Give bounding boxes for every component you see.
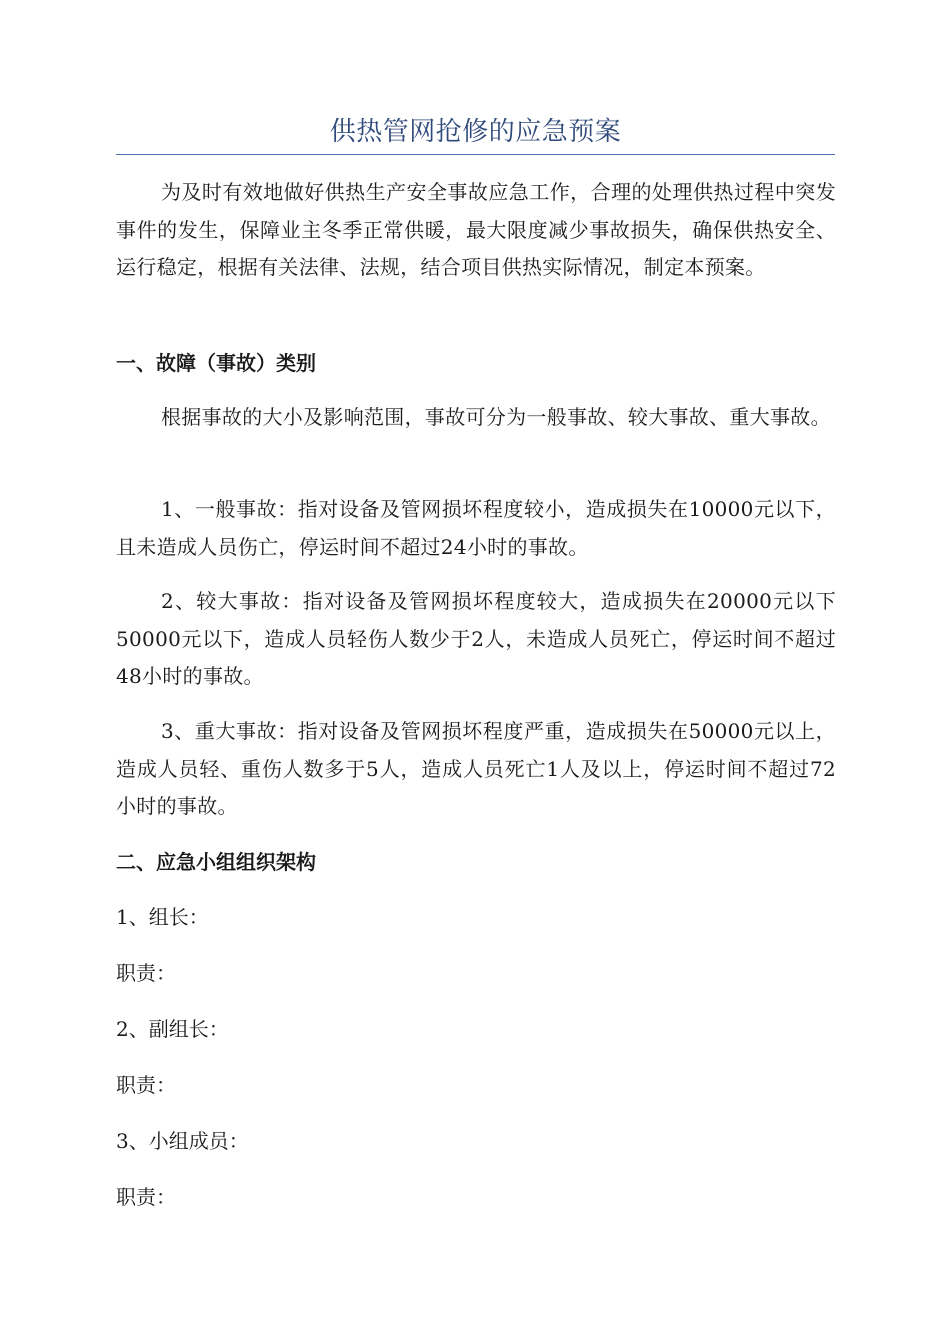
paragraph-major-accident: 2、较大事故：指对设备及管网损坏程度较大，造成损失在20000元以下50000元以下，造成人员轻伤人数少于2人，未造成人员死亡，停运时间不超过48小时的事故。 bbox=[116, 589, 836, 688]
paragraph-general-accident: 1、一般事故：指对设备及管网损坏程度较小，造成损失在10000元以下，且未造成人员伤亡，停运时间不超过24小时的事故。 bbox=[116, 497, 836, 559]
document-title: 供热管网抢修的应急预案 bbox=[329, 117, 622, 147]
paragraph-accident-scope: 根据事故的大小及影响范围，事故可分为一般事故、较大事故、重大事故。 bbox=[161, 405, 831, 429]
section-heading-accident-types: 一、故障（事故）类别 bbox=[116, 351, 316, 375]
duty-leader: 职责： bbox=[116, 961, 176, 985]
role-leader: 1、组长： bbox=[116, 905, 209, 929]
role-team-members: 3、小组成员： bbox=[116, 1129, 249, 1153]
duty-team-members: 职责： bbox=[116, 1185, 176, 1209]
duty-deputy-leader: 职责： bbox=[116, 1073, 176, 1097]
role-deputy-leader: 2、副组长： bbox=[116, 1017, 229, 1041]
section-heading-org-structure: 二、应急小组组织架构 bbox=[116, 850, 316, 874]
title-underline bbox=[116, 154, 835, 155]
paragraph-serious-accident: 3、重大事故：指对设备及管网损坏程度严重，造成损失在50000元以上，造成人员轻、重伤人数多于5人，造成人员死亡1人及以上，停运时间不超过72小时的事故。 bbox=[116, 719, 836, 818]
intro-paragraph: 为及时有效地做好供热生产安全事故应急工作，合理的处理供热过程中突发事件的发生，保障业主冬季正常供暖，最大限度减少事故损失，确保供热安全、运行稳定，根据有关法律、法规，结合项目供热实际情况，制定本预案。 bbox=[116, 180, 836, 279]
